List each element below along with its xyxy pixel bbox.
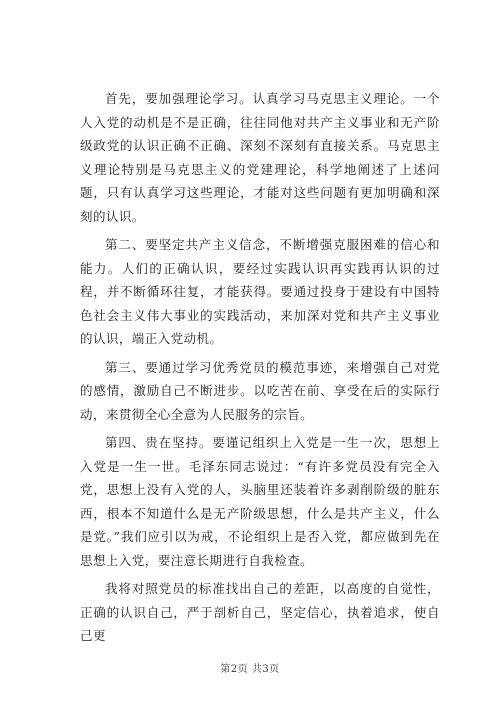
paragraph-theory-study: 首先，要加强理论学习。认真学习马克思主义理论。一个人入党的动机是不是正确，往往同他对共产主义事业和无产阶级政党的认识正确不正确、深刻不深刻有直接关系。马克思主义理论特别是马克思主义的党建理论，科学地阐述了上述问题，只有认真学习这些理论，才能对这些问题有更加明确和深刻的认识。: [80, 91, 440, 224]
paragraph-persistence: 第四、贵在坚持。要谨记组织上入党是一生一次，思想上入党是一生一世。毛泽东同志说过：“有许多党员没有完全入党，思想上没有入党的人，头脑里还装着许多剥削阶级的脏东西，根本不知道什么是无产阶级思想，什么是共产主义，什么是党。”我们应引以为戒，不论组织上是否入党，都应做到先在思想上入党，要注意长期进行自我检查。: [80, 435, 440, 568]
paragraph-self-review: 我将对照党员的标准找出自己的差距，以高度的自觉性，正确的认识自己，严于剖析自己，坚定信心，执着追求，使自己更: [80, 581, 440, 643]
page-number-footer: 第2页 共3页: [220, 664, 280, 675]
paragraph-firm-belief: 第二、要坚定共产主义信念，不断增强克服困难的信心和能力。人们的正确认识，要经过实践认识再实践再认识的过程，并不断循环往复，才能获得。要通过投身于建设有中国特色社会主义伟大事业的实践活动，来加深对党和共产主义事业的认识，端正入党动机。: [80, 237, 440, 346]
document-body: [80, 87, 440, 653]
paragraph-model-members: 第三、要通过学习优秀党员的模范事迹，来增强自己对党的感情，激励自己不断进步。以吃苦在前、享受在后的实际行动，来贯彻全心全意为人民服务的宗旨。: [80, 359, 440, 422]
